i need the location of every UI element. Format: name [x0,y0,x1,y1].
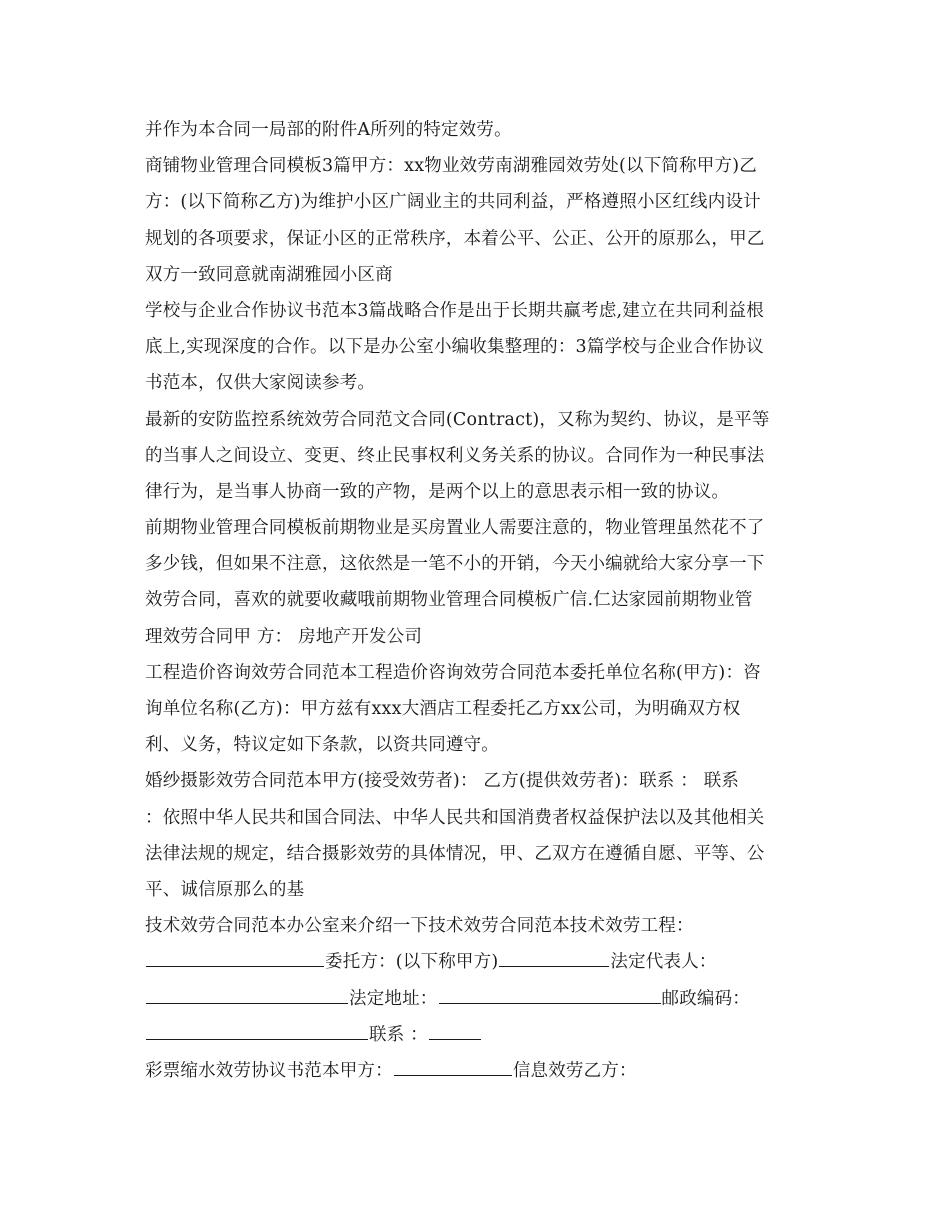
text-line: 双方一致同意就南湖雅园小区商 [145,264,393,285]
text-line: 前期物业管理合同模板前期物业是买房置业人需要注意的，物业管理虽然花不了 [145,518,765,539]
text-line: 的当事人之间设立、变更、终止民事权利义务关系的协议。合同作为一种民事法 [145,445,765,466]
text-line: 法律法规的规定，结合摄影效劳的具体情况，甲、乙双方在遵循自愿、平等、公 [145,843,765,864]
fill-blank [146,1017,368,1040]
fill-blank [429,1017,481,1040]
form-label: 邮政编码： [661,988,750,1009]
form-label: 联系 ： [369,1024,428,1045]
fill-blank [439,981,661,1004]
fill-blank [146,981,348,1004]
text-line: 底上,实现深度的合作。以下是办公室小编收集整理的：3篇学校与企业合作协议 [145,337,764,358]
text-line: 询单位名称(乙方)：甲方兹有xxx大酒店工程委托乙方xx公司，为明确双方权 [145,699,741,719]
text-line: ：依照中华人民共和国合同法、中华人民共和国消费者权益保护法以及其他相关 [145,807,765,828]
form-label: 信息效劳乙方： [512,1060,637,1081]
text-line: 书范本，仅供大家阅读参考。 [145,373,376,394]
text-line: 学校与企业合作协议书范本3篇战略合作是出于长期共赢考虑,建立在共同利益根 [145,300,764,321]
form-label: 法定地址： [349,988,438,1009]
text-line: 平、诚信原那么的基 [145,879,305,900]
form-label: 委托方：(以下称甲方) [325,952,499,973]
text-line: 婚纱摄影效劳合同范本甲方(接受效劳者)： 乙方(提供效劳者)：联系 ： 联系 [145,771,740,792]
form-line-lottery [145,1053,810,1089]
text-line: 规划的各项要求，保证小区的正常秩序，本着公平、公正、公开的原那么，甲乙 [145,228,765,249]
text-line: 并作为本合同一局部的附件A所列的特定效劳。 [145,120,512,140]
fill-blank [499,944,609,967]
text-line: 效劳合同，喜欢的就要收藏哦前期物业管理合同模板广信.仁达家园前期物业管 [145,590,753,611]
fill-blank [146,944,324,967]
form-line-address [145,981,810,1017]
text-line: 工程造价咨询效劳合同范本工程造价咨询效劳合同范本委托单位名称(甲方)：咨 [145,662,761,683]
form-label: 法定代表人： [610,952,717,973]
form-line-client [145,944,810,980]
text-line: 方：(以下简称乙方)为维护小区广阔业主的共同利益，严格遵照小区红线内设计 [145,192,761,213]
form-line-contact [145,1017,810,1053]
text-line: 多少钱，但如果不注意，这依然是一笔不小的开销，今天小编就给大家分享一下 [145,554,765,575]
text-line: 商铺物业管理合同模板3篇甲方：xx物业效劳南湖雅园效劳处(以下简称甲方)乙 [145,156,757,177]
document-body [145,112,810,1089]
text-line: 利、义务，特议定如下条款，以资共同遵守。 [145,735,499,756]
form-label: 彩票缩水效劳协议书范本甲方： [145,1060,393,1081]
fill-blank [394,1053,512,1076]
text-line: 律行为，是当事人协商一致的产物，是两个以上的意思表示相一致的协议。 [145,481,730,502]
text-line: 最新的安防监控系统效劳合同范文合同(Contract)，又称为契约、协议，是平等 [145,409,770,430]
text-line: 理效劳合同甲 方： 房地产开发公司 [145,626,423,647]
text-line: 技术效劳合同范本办公室来介绍一下技术效劳合同范本技术效劳工程： [145,916,694,937]
